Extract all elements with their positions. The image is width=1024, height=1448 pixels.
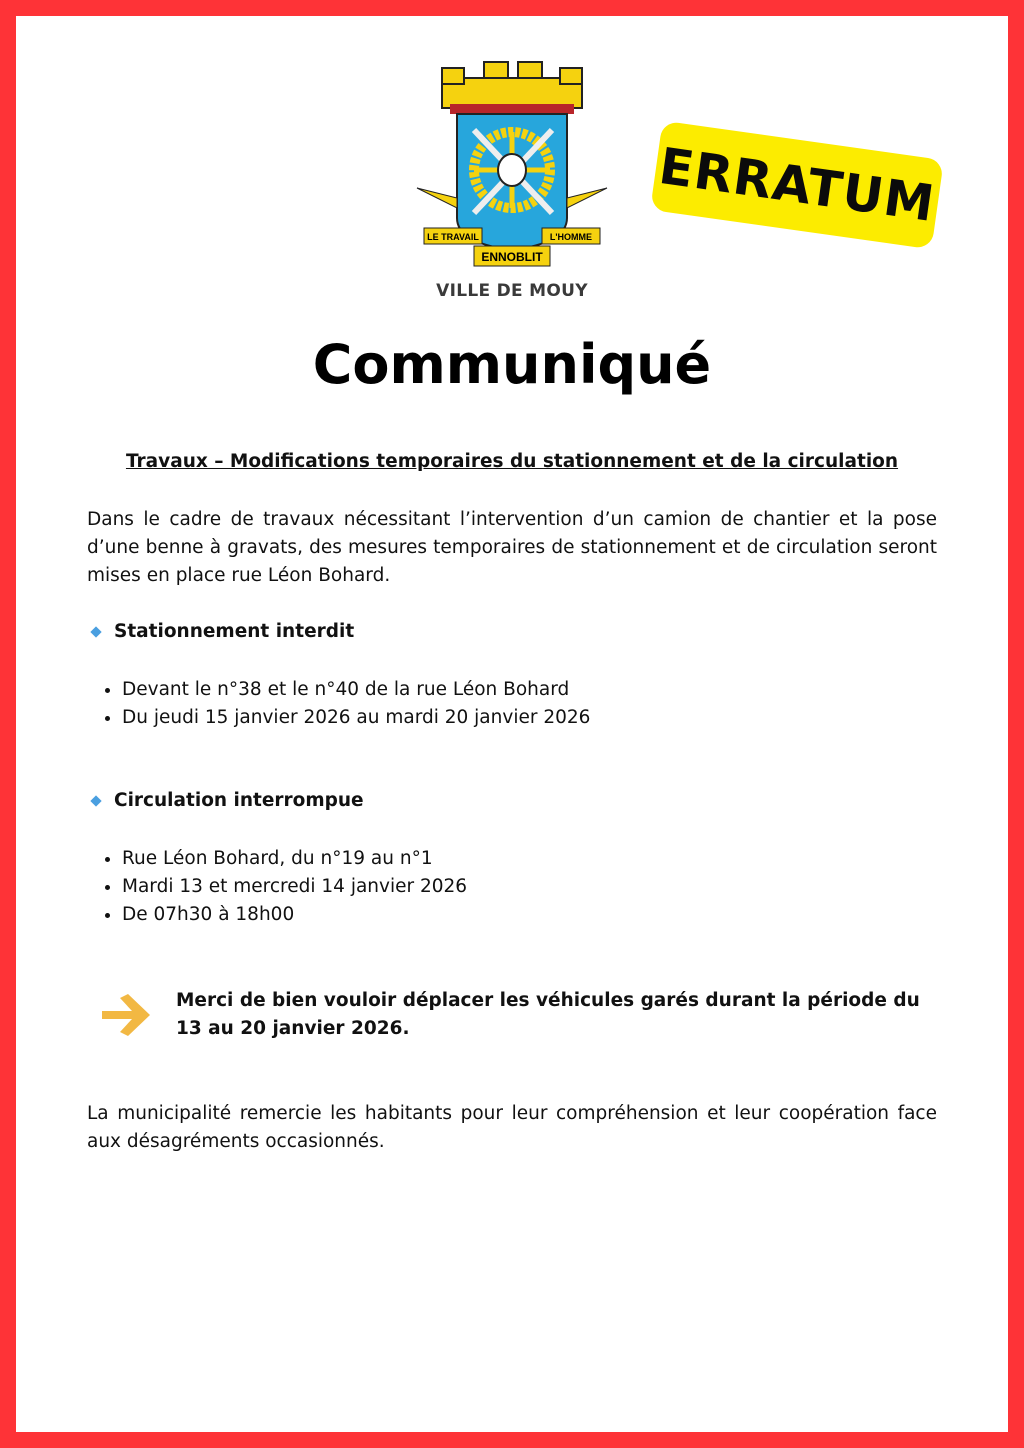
list-item: • Devant le n°38 et le n°40 de la rue Léon Bohard (122, 676, 590, 704)
diamond-bullet-icon (90, 626, 101, 637)
motto-center: ENNOBLIT (481, 250, 543, 264)
section-heading-traffic (87, 790, 364, 811)
motto-right: L'HOMME (549, 232, 593, 242)
arrow-right-icon (100, 992, 152, 1038)
page-title: Communiqué (312, 333, 712, 396)
section-heading-parking (87, 621, 354, 642)
parking-list (87, 676, 590, 732)
list-item: • Rue Léon Bohard, du n°19 au n°1 (122, 845, 467, 873)
list-item: • De 07h30 à 18h00 (122, 901, 467, 929)
section-heading-text: Circulation interrompue (114, 790, 364, 811)
list-item: • Du jeudi 15 janvier 2026 au mardi 20 janvier 2026 (122, 704, 590, 732)
subtitle: Travaux – Modifications temporaires du stationnement et de la circulation (125, 451, 899, 472)
logo-caption: VILLE DE MOUY (436, 281, 588, 301)
motto-left: LE TRAVAIL (427, 232, 479, 242)
diamond-bullet-icon (90, 795, 101, 806)
closing-paragraph: La municipalité remercie les habitants pour leur compréhension et leur coopération face aux désagréments occasionnés. (87, 1103, 937, 1152)
notice-text: Merci de bien vouloir déplacer les véhicules garés durant la période du 13 au 20 janvier 2026. (176, 990, 920, 1039)
traffic-list (87, 845, 467, 929)
section-heading-text: Stationnement interdit (114, 621, 355, 642)
list-item: • Mardi 13 et mercredi 14 janvier 2026 (122, 873, 467, 901)
erratum-badge: ERRATUM (650, 121, 944, 250)
town-crest-logo (412, 58, 612, 308)
intro-paragraph: Dans le cadre de travaux nécessitant l’intervention d’un camion de chantier et la pose d’une benne à gravats, des mesures temporaires de stationnement et de circulation seront mises en place rue Léon Bohard. (87, 509, 937, 586)
